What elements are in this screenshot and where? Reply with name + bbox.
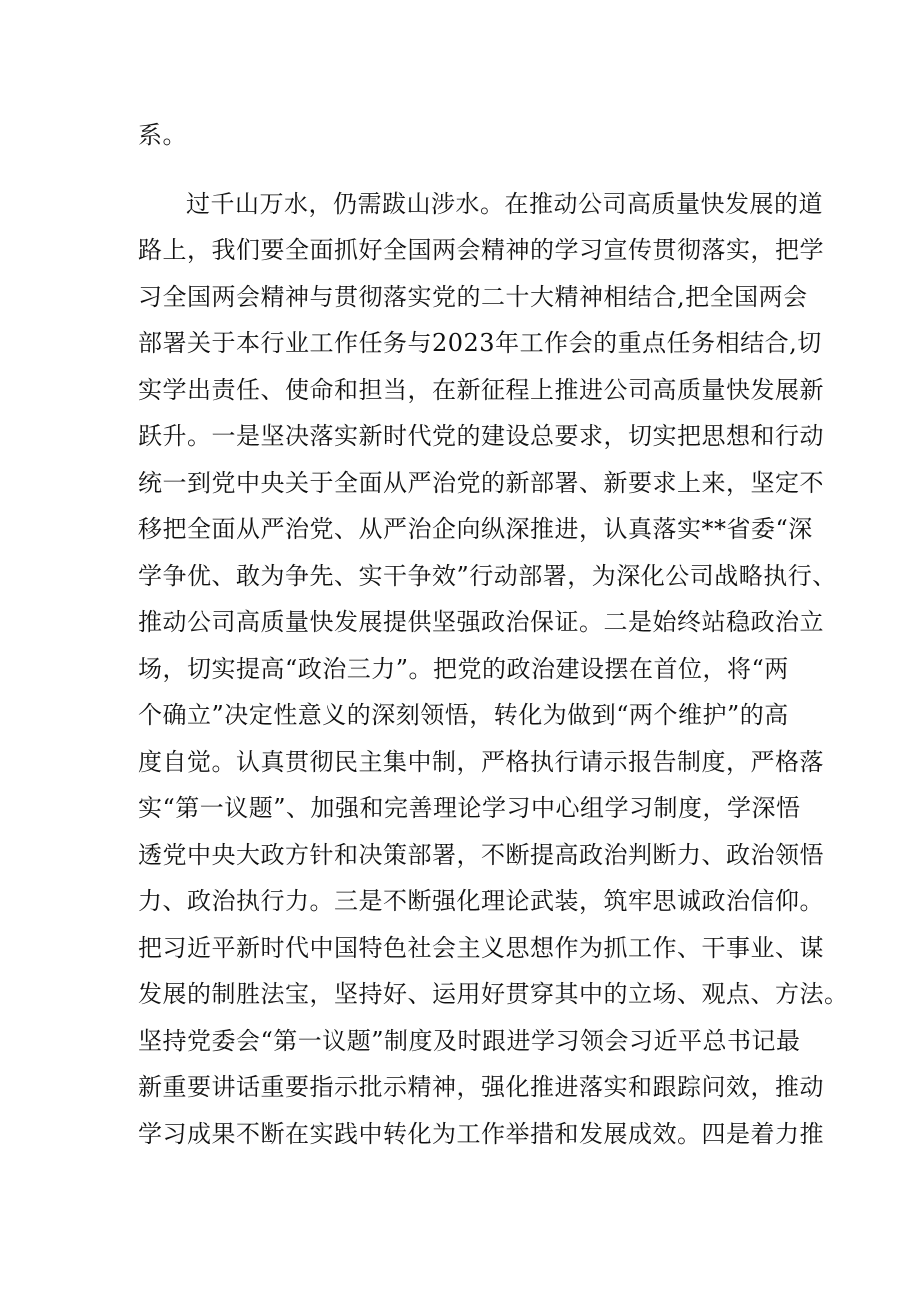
text-line: 个确立”决定性意义的深刻领悟，转化为做到“两个维护”的高 — [138, 701, 789, 729]
text-line: 跃升。一是坚决落实新时代党的建设总要求，切实把思想和行动 — [138, 422, 824, 450]
text-line: 发展的制胜法宝，坚持好、运用好贯穿其中的立场、观点、方法。 — [138, 980, 849, 1008]
paragraph-first-line: 过千山万水，仍需跋山涉水。在推动公司高质量快发展的道 — [186, 189, 823, 218]
text-line: 度自觉。认真贯彻民主集中制，严格执行请示报告制度，严格落 — [138, 747, 824, 776]
text-line: 统一到党中央关于全面从严治党的新部署、新要求上来，坚定不 — [138, 468, 824, 497]
text-line: 透党中央大政方针和决策部署，不断提高政治判断力、政治领悟 — [138, 840, 824, 869]
text-line: 推动公司高质量快发展提供坚强政治保证。二是始终站稳政治立 — [138, 608, 824, 636]
text-line: 把习近平新时代中国特色社会主义思想作为抓工作、干事业、谋 — [138, 933, 824, 962]
text-line: 坚持党委会“第一议题”制度及时跟进学习领会习近平总书记最 — [138, 1026, 801, 1055]
text-line: 学争优、敢为争先、实干争效”行动部署，为深化公司战略执行、 — [138, 561, 837, 590]
text-line: 路上，我们要全面抓好全国两会精神的学习宣传贯彻落实，把学 — [138, 236, 824, 264]
text-line: 部署关于本行业工作任务与2023年工作会的重点任务相结合,切 — [138, 329, 822, 357]
text-line: 学习成果不断在实践中转化为工作举措和发展成效。四是着力推 — [138, 1119, 824, 1148]
text-line: 移把全面从严治党、从严治企向纵深推进，认真落实**省委“深 — [138, 515, 813, 543]
text-line: 新重要讲话重要指示批示精神，强化推进落实和跟踪问效，推动 — [138, 1073, 824, 1101]
body-text — [138, 112, 849, 1157]
text-line: 系。 — [138, 121, 187, 149]
text-line: 力、政治执行力。三是不断强化理论武装，筑牢思诚政治信仰。 — [138, 887, 824, 915]
text-line: 实“第一议题”、加强和完善理论学习中心组学习制度，学深悟 — [138, 794, 801, 822]
text-line: 场，切实提高“政治三力”。把党的政治建设摆在首位，将“两 — [138, 654, 789, 683]
text-line: 实学出责任、使命和担当，在新征程上推进公司高质量快发展新 — [138, 375, 824, 404]
text-line: 习全国两会精神与贯彻落实党的二十大精神相结合,把全国两会 — [138, 282, 808, 311]
paragraph-gap — [138, 159, 798, 181]
